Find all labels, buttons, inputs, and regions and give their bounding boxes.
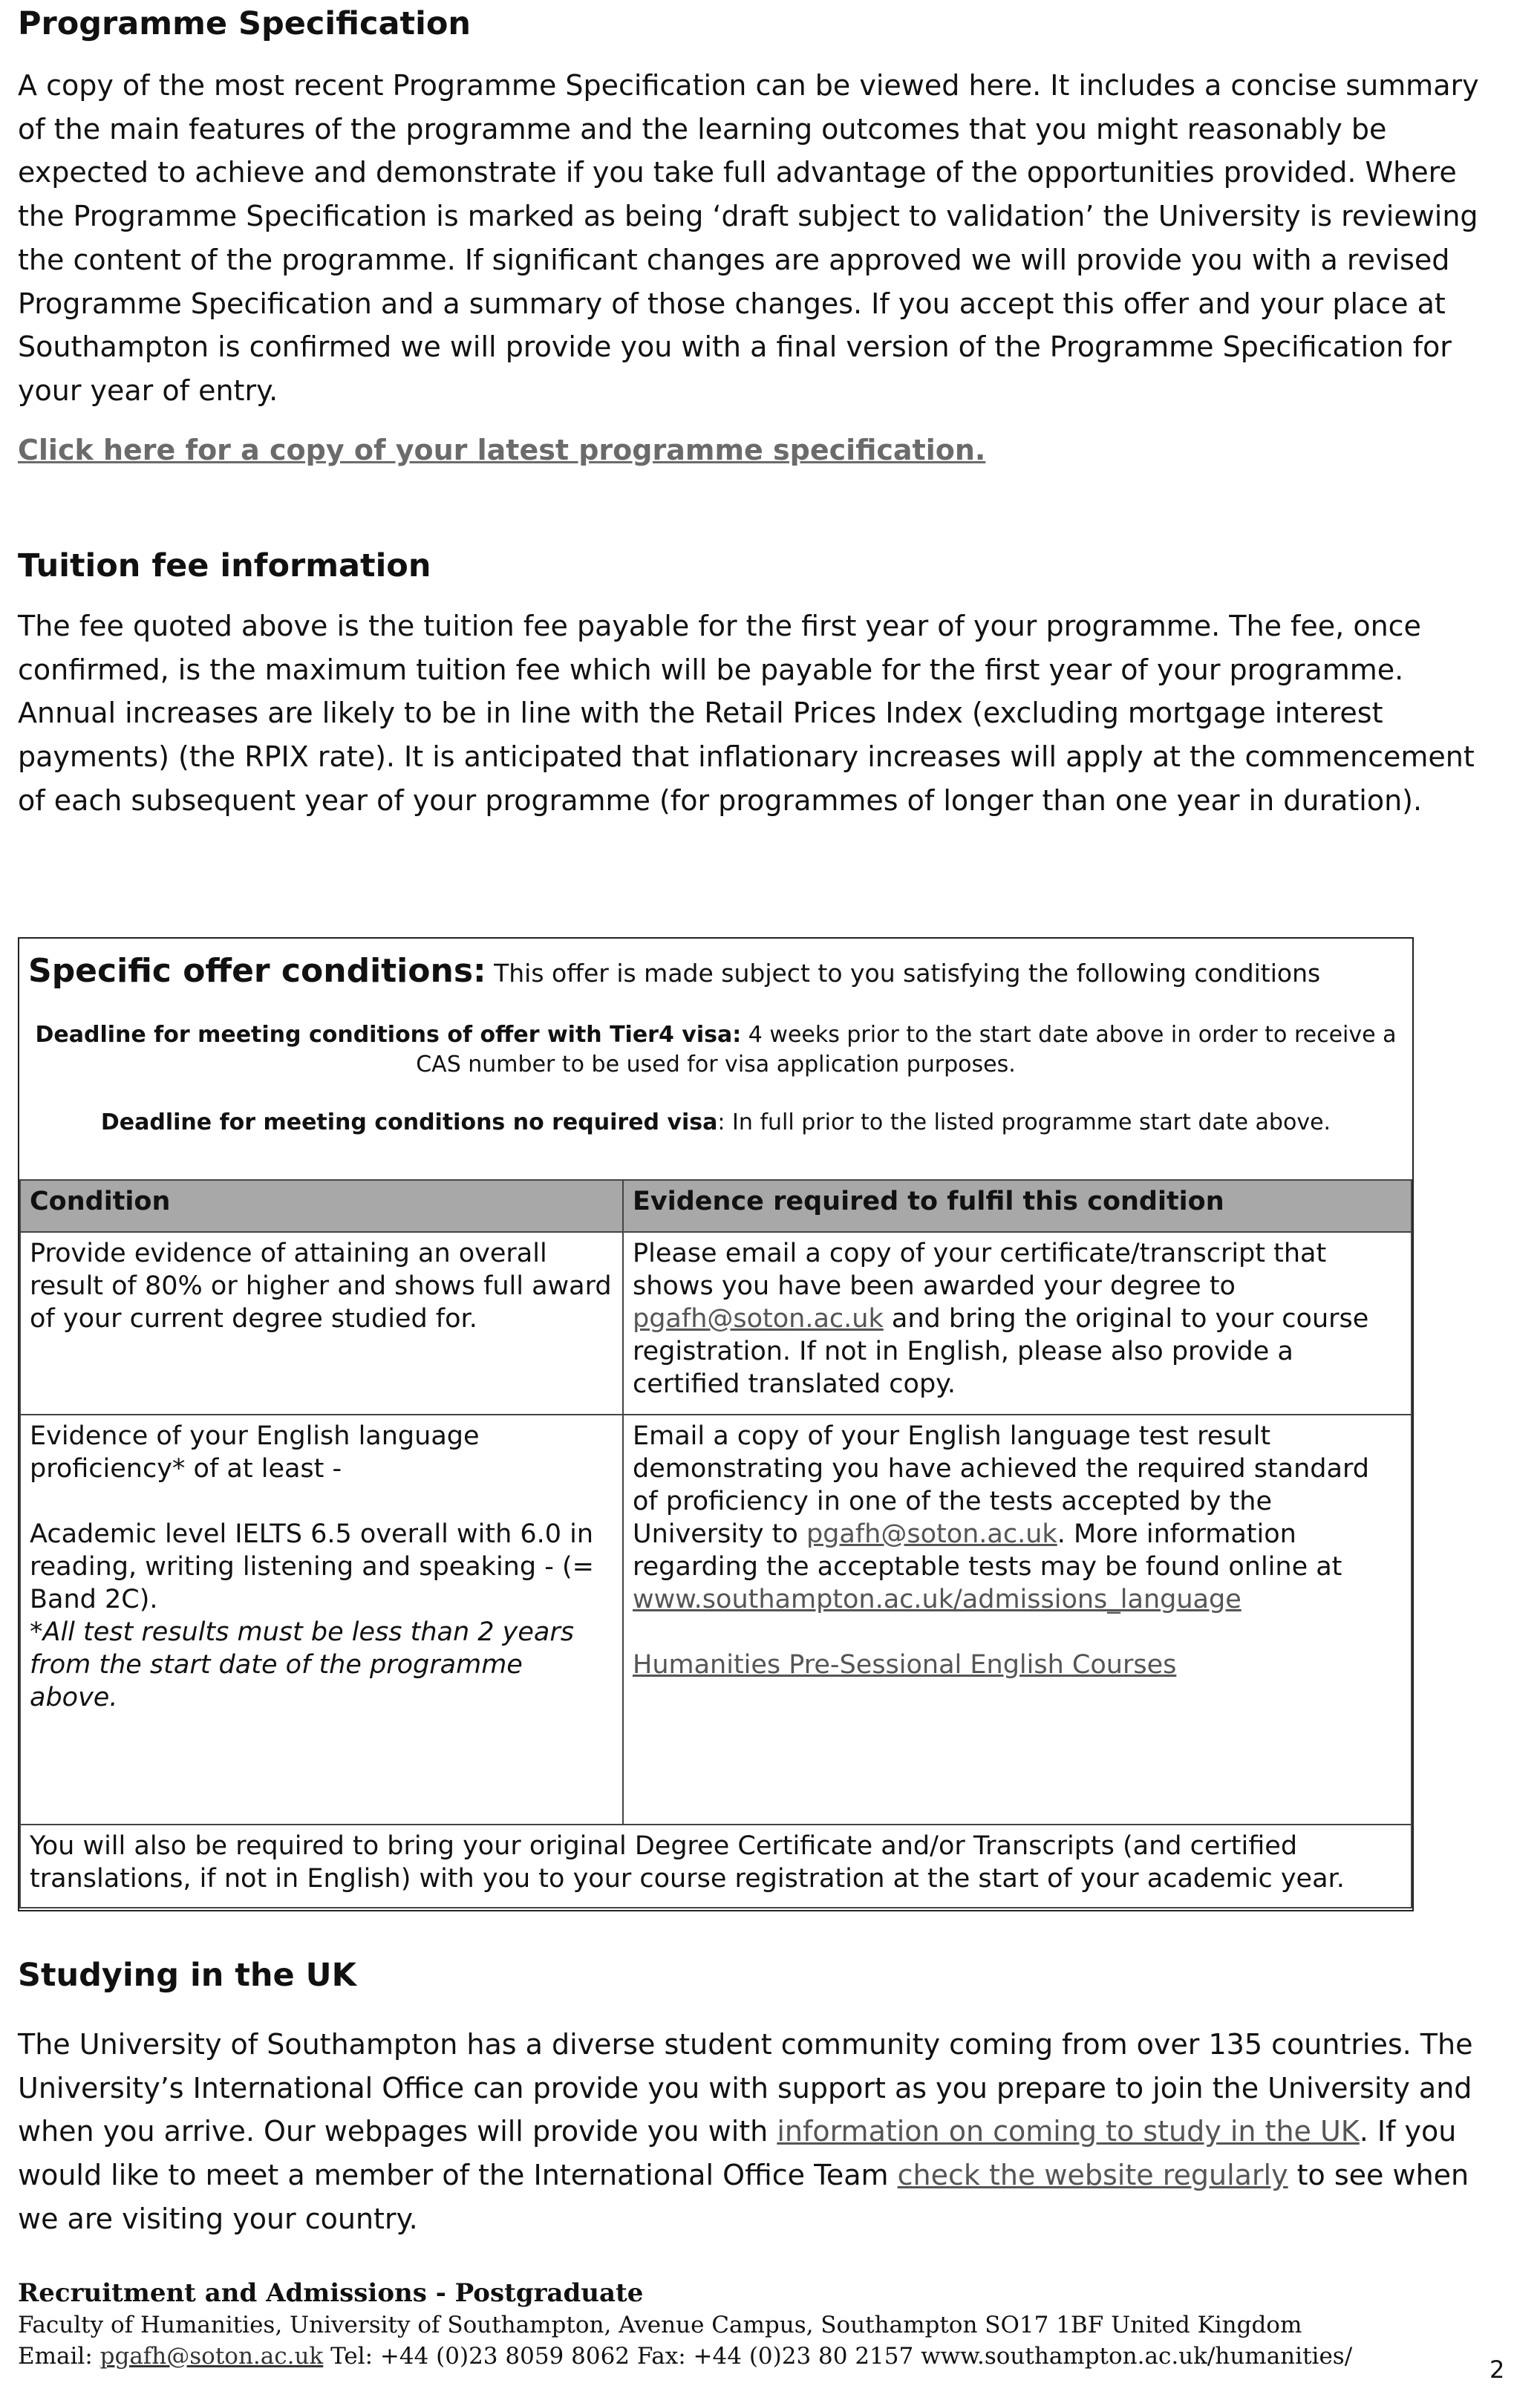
programme-spec-body: A copy of the most recent Programme Specification can be viewed here. It includes a concise summary of the main features of the programme and the learning outcomes that you might reasonably be expected to achieve and demonstrate if you take full advantage of the opportunities provided. Where the Programme Specification is marked as being ‘draft subject to validation’ the University is reviewing the content of the programme. If significant changes are approved we will provide you with a revised Programme Specification and a summary of those changes. If you accept this offer and your place at Southampton is confirmed we will provide you with a final version of the Programme Specification for your year of entry. [18,69,1479,407]
offer-title-label: Specific offer conditions: [28,952,486,990]
table-row [20,1825,1412,1908]
table-row [20,1415,1412,1825]
pre-sessional-courses-link[interactable]: Humanities Pre-Sessional English Courses [633,1650,1177,1680]
evidence-degree [623,1232,1412,1415]
pre-sessional-link-wrap [633,1649,1402,1681]
programme-spec-heading: Programme Specification [18,5,471,42]
footer-email-link[interactable]: pgafh@soton.ac.uk [99,2343,324,2370]
email-link[interactable]: pgafh@soton.ac.uk [633,1304,884,1334]
deadline-no-visa-text: : In full prior to the listed programme start date above. [717,1109,1331,1135]
studying-text-1: The University of Southampton has a diverse student community coming from over 135 countries. The University’s International Office can provide you with support as you prepare to join the University and when you arrive. Our webpages will provide you with [18,2028,1473,2148]
condition-english-intro: Evidence of your English language proficiency* of at least - [30,1421,480,1484]
footer-email-label: Email: [18,2343,100,2370]
evidence-english-text [633,1420,1402,1616]
check-website-link[interactable]: check the website regularly [897,2159,1288,2192]
condition-english-ielts: Academic level IELTS 6.5 overall with 6.0 in reading, writing listening and speaking - (= Band 2C). [30,1519,594,1614]
condition-english-note: *All test results must be less than 2 years from the start date of the programme above. [30,1617,574,1712]
footer-title: Recruitment and Admissions - Postgraduate [18,2278,644,2308]
conditions-table [19,1179,1412,1908]
table-row [20,1232,1412,1415]
admissions-language-link[interactable]: www.southampton.ac.uk/admissions_language [633,1585,1242,1614]
condition-english [20,1415,623,1825]
evidence-degree-text: Please email a copy of your certificate/transcript that shows you have been awarded your degree to [633,1239,1327,1301]
condition-degree: Provide evidence of attaining an overall result of 80% or higher and shows full award of your current degree studied for. [20,1232,623,1415]
footer-contact [18,2341,1352,2372]
tuition-body: The fee quoted above is the tuition fee payable for the first year of your programme. The fee, once confirmed, is the maximum tuition fee which will be payable for the first year of your programme. Annual increases are likely to be in line with the Retail Prices Index (excluding mortgage interest payments) (the RPIX rate). It is anticipated that inflationary increases will apply at the commencement of each subsequent year of your programme (for programmes of longer than one year in duration). [18,610,1475,817]
studying-heading: Studying in the UK [18,1957,356,1994]
footer-address: Faculty of Humanities, University of Southampton, Avenue Campus, Southampton SO17 1BF United Kingdom [18,2312,1302,2338]
col-header-condition: Condition [20,1180,623,1232]
deadline-tier4-text: 4 weeks prior to the start date above in order to receive a CAS number to be used for visa application purposes. [416,1022,1397,1078]
page-number: 2 [1490,2356,1505,2384]
deadline-no-visa-label: Deadline for meeting conditions no required visa [100,1109,718,1135]
studying-text-2: . If you would like to meet a member of the International Office Team [18,2115,1457,2192]
deadline-tier4-label: Deadline for meeting conditions of offer with Tier4 visa: [35,1022,742,1048]
evidence-english-text-2: . More information regarding the acceptable tests may be found online at [633,1519,1342,1582]
evidence-degree-text-2: and bring the original to your course registration. If not in English, please also provide a certified translated copy. [633,1304,1369,1399]
tuition-heading: Tuition fee information [18,547,431,584]
coming-to-study-link[interactable]: information on coming to study in the UK [777,2115,1360,2148]
evidence-english-text-1: Email a copy of your English language test result demonstrating you have achieved the required standard of proficiency in one of the tests accepted by the University to [633,1421,1369,1549]
footer-contact-text: Tel: +44 (0)23 8059 8062 Fax: +44 (0)23 80 2157 www.southampton.ac.uk/humanities/ [323,2343,1353,2370]
table-header-row [20,1180,1412,1232]
studying-body [18,2023,1510,2241]
original-documents-note: You will also be required to bring your original Degree Certificate and/or Transcripts (and certified translations, if not in English) with you to your course registration at the start of your academic year. [20,1825,1412,1908]
evidence-english [623,1415,1412,1825]
email-link-2[interactable]: pgafh@soton.ac.uk [806,1519,1057,1549]
offer-title [28,952,1320,990]
deadline-no-visa [19,1108,1412,1138]
deadline-tier4 [19,1020,1412,1080]
offer-conditions-box [18,937,1414,1911]
col-header-evidence: Evidence required to fulfil this condition [623,1180,1412,1232]
offer-subtitle: This offer is made subject to you satisfying the following conditions [494,959,1321,988]
studying-text-3: to see when we are visiting your country. [18,2159,1469,2235]
programme-spec-link[interactable]: Click here for a copy of your latest programme specification. [18,434,986,466]
